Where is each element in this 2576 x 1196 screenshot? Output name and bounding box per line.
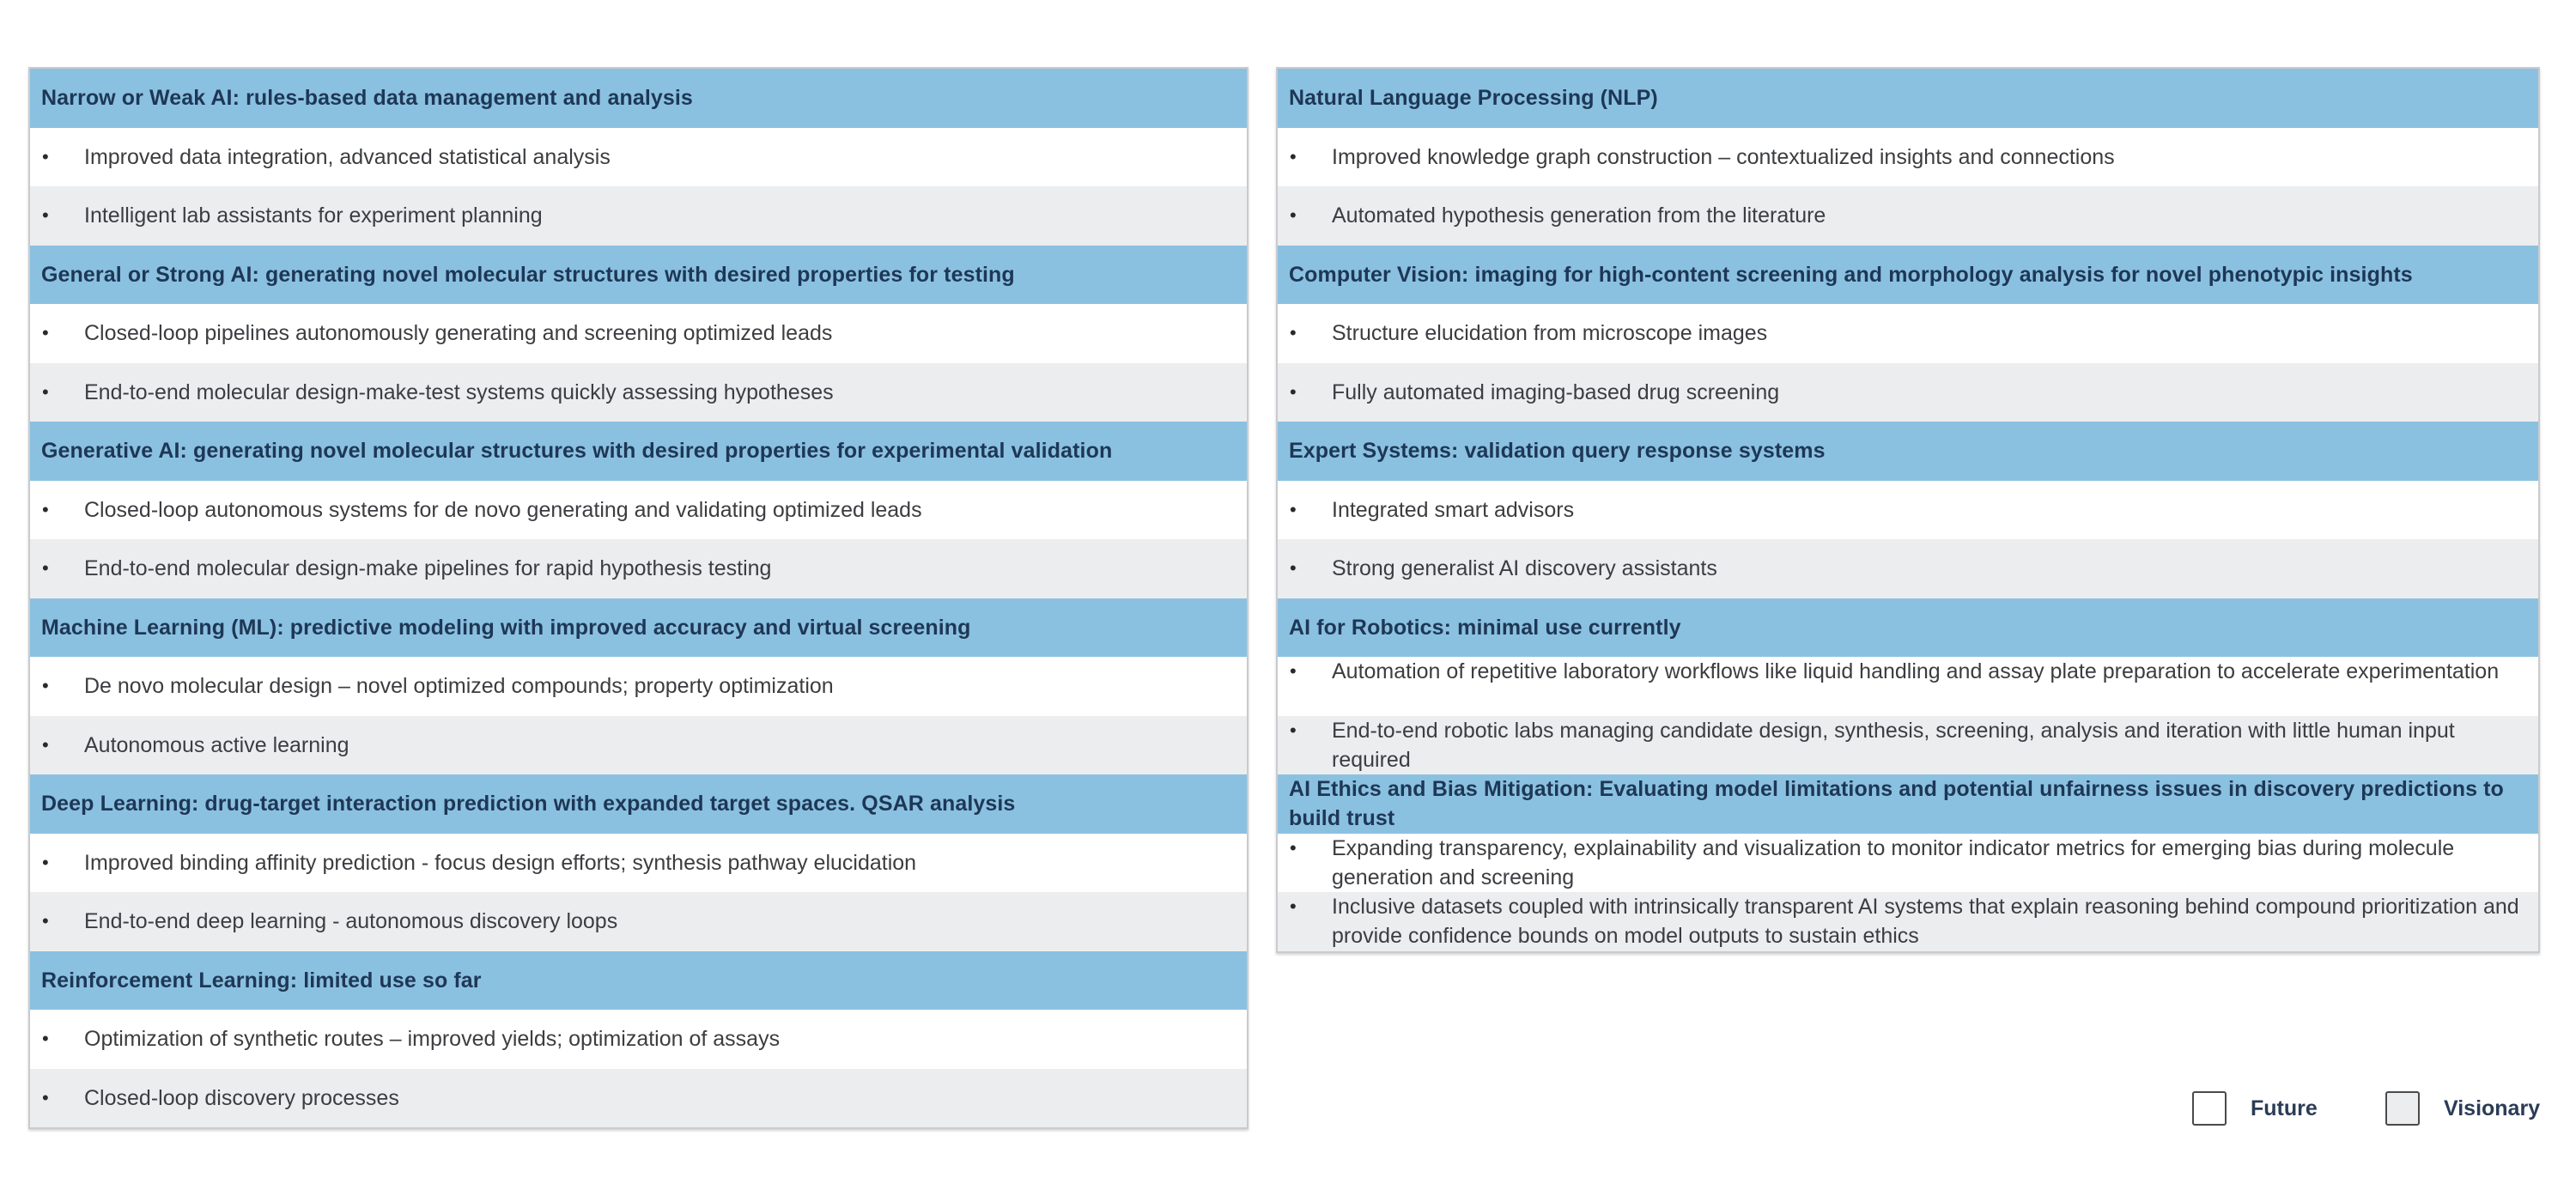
bullet-icon: • <box>42 557 49 580</box>
item-text: Optimization of synthetic routes – improved yields; optimization of assays <box>84 1027 781 1052</box>
section-header <box>30 951 1247 1011</box>
bullet-icon: • <box>1290 380 1297 403</box>
list-item <box>1278 539 2538 598</box>
bullet-icon: • <box>42 498 49 520</box>
item-text: Integrated smart advisors <box>1332 497 1575 522</box>
list-item <box>30 1010 1247 1069</box>
bullet-icon: • <box>42 851 49 873</box>
list-item <box>1278 657 2538 716</box>
bullet-icon: • <box>42 145 49 167</box>
right-panel <box>1276 67 2540 953</box>
item-text: Automation of repetitive laboratory workflows like liquid handling and assay plate preparation to accelerate experimentation <box>1332 659 2500 683</box>
bullet-icon: • <box>1290 895 1297 917</box>
list-item <box>1278 892 2538 951</box>
section-header <box>1278 69 2538 128</box>
section-title: Deep Learning: drug-target interaction prediction with expanded target spaces. QSAR analysis <box>41 792 1016 817</box>
legend-label-future: Future <box>2251 1096 2318 1120</box>
item-text: Expanding transparency, explainability and visualization to monitor indicator metrics for emerging bias during molecule generation and screening <box>1332 835 2455 889</box>
section-title: Machine Learning (ML): predictive modeling with improved accuracy and virtual screening <box>41 615 971 640</box>
item-text: Improved data integration, advanced statistical analysis <box>84 144 611 169</box>
section-header <box>30 422 1247 481</box>
legend-swatch-visionary <box>2385 1091 2420 1126</box>
list-item <box>30 834 1247 893</box>
item-text: Strong generalist AI discovery assistants <box>1332 556 1717 581</box>
left-panel <box>28 67 1249 1129</box>
bullet-icon: • <box>1290 836 1297 859</box>
bullet-icon: • <box>1290 498 1297 520</box>
list-item <box>1278 304 2538 363</box>
bullet-icon: • <box>42 1086 49 1108</box>
section-title: General or Strong AI: generating novel molecular structures with desired properties for testing <box>41 262 1015 287</box>
section-header <box>30 598 1247 658</box>
item-text: End-to-end molecular design-make pipelines for rapid hypothesis testing <box>84 556 772 581</box>
item-text: Autonomous active learning <box>84 732 349 757</box>
bullet-icon: • <box>1290 719 1297 741</box>
legend-swatch-future <box>2192 1091 2227 1126</box>
list-item <box>1278 834 2538 893</box>
item-text: Automated hypothesis generation from the literature <box>1332 203 1826 228</box>
list-item <box>30 892 1247 951</box>
item-text: Closed-loop autonomous systems for de novo generating and validating optimized leads <box>84 497 922 522</box>
bullet-icon: • <box>42 322 49 344</box>
item-text: Inclusive datasets coupled with intrinsically transparent AI systems that explain reasoning behind compound prioritization and provide confidence bounds on model outputs to sustain ethics <box>1332 895 2519 948</box>
section-title: Computer Vision: imaging for high-content screening and morphology analysis for novel phenotypic insights <box>1289 262 2413 287</box>
item-text: End-to-end robotic labs managing candidate design, synthesis, screening, analysis and iteration with little human input required <box>1332 718 2455 772</box>
item-text: Fully automated imaging-based drug screening <box>1332 379 1780 404</box>
list-item <box>1278 716 2538 775</box>
list-item <box>30 186 1247 246</box>
legend-item-future <box>2192 1090 2318 1126</box>
section-title: Expert Systems: validation query response systems <box>1289 439 1826 464</box>
item-text: Intelligent lab assistants for experiment planning <box>84 203 543 228</box>
bullet-icon: • <box>42 1028 49 1050</box>
list-item <box>30 716 1247 775</box>
section-title: Reinforcement Learning: limited use so far <box>41 968 482 993</box>
section-header <box>1278 774 2538 834</box>
section-title: Generative AI: generating novel molecular structures with desired properties for experimental validation <box>41 439 1113 464</box>
item-text: Closed-loop pipelines autonomously generating and screening optimized leads <box>84 321 833 346</box>
list-item <box>30 128 1247 187</box>
list-item <box>30 539 1247 598</box>
bullet-icon: • <box>42 910 49 932</box>
section-header <box>1278 598 2538 658</box>
list-item <box>30 304 1247 363</box>
item-text: End-to-end deep learning - autonomous discovery loops <box>84 909 618 934</box>
section-title: AI for Robotics: minimal use currently <box>1289 615 1681 640</box>
item-text: Improved binding affinity prediction - focus design efforts; synthesis pathway elucidation <box>84 850 917 875</box>
bullet-icon: • <box>42 675 49 697</box>
item-text: De novo molecular design – novel optimized compounds; property optimization <box>84 674 834 699</box>
bullet-icon: • <box>42 380 49 403</box>
section-header <box>30 246 1247 305</box>
bullet-icon: • <box>42 733 49 756</box>
list-item <box>1278 128 2538 187</box>
section-title: Natural Language Processing (NLP) <box>1289 86 1658 111</box>
item-text: End-to-end molecular design-make-test systems quickly assessing hypotheses <box>84 379 834 404</box>
item-text: Structure elucidation from microscope images <box>1332 321 1768 346</box>
list-item <box>30 1069 1247 1128</box>
bullet-icon: • <box>42 204 49 227</box>
list-item <box>1278 186 2538 246</box>
item-text: Closed-loop discovery processes <box>84 1085 399 1110</box>
section-header <box>1278 246 2538 305</box>
bullet-icon: • <box>1290 322 1297 344</box>
item-text: Improved knowledge graph construction – contextualized insights and connections <box>1332 144 2115 169</box>
bullet-icon: • <box>1290 204 1297 227</box>
list-item <box>30 363 1247 422</box>
section-header <box>30 69 1247 128</box>
section-header <box>1278 422 2538 481</box>
bullet-icon: • <box>1290 145 1297 167</box>
bullet-icon: • <box>1290 660 1297 682</box>
legend-item-visionary <box>2385 1090 2540 1126</box>
list-item <box>30 481 1247 540</box>
legend-label-visionary: Visionary <box>2444 1096 2541 1120</box>
list-item <box>1278 481 2538 540</box>
bullet-icon: • <box>1290 557 1297 580</box>
section-title: AI Ethics and Bias Mitigation: Evaluating model limitations and potential unfairness issues in discovery predictions to build trust <box>1289 777 2504 831</box>
section-title: Narrow or Weak AI: rules-based data management and analysis <box>41 86 693 111</box>
list-item <box>30 657 1247 716</box>
list-item <box>1278 363 2538 422</box>
section-header <box>30 774 1247 834</box>
